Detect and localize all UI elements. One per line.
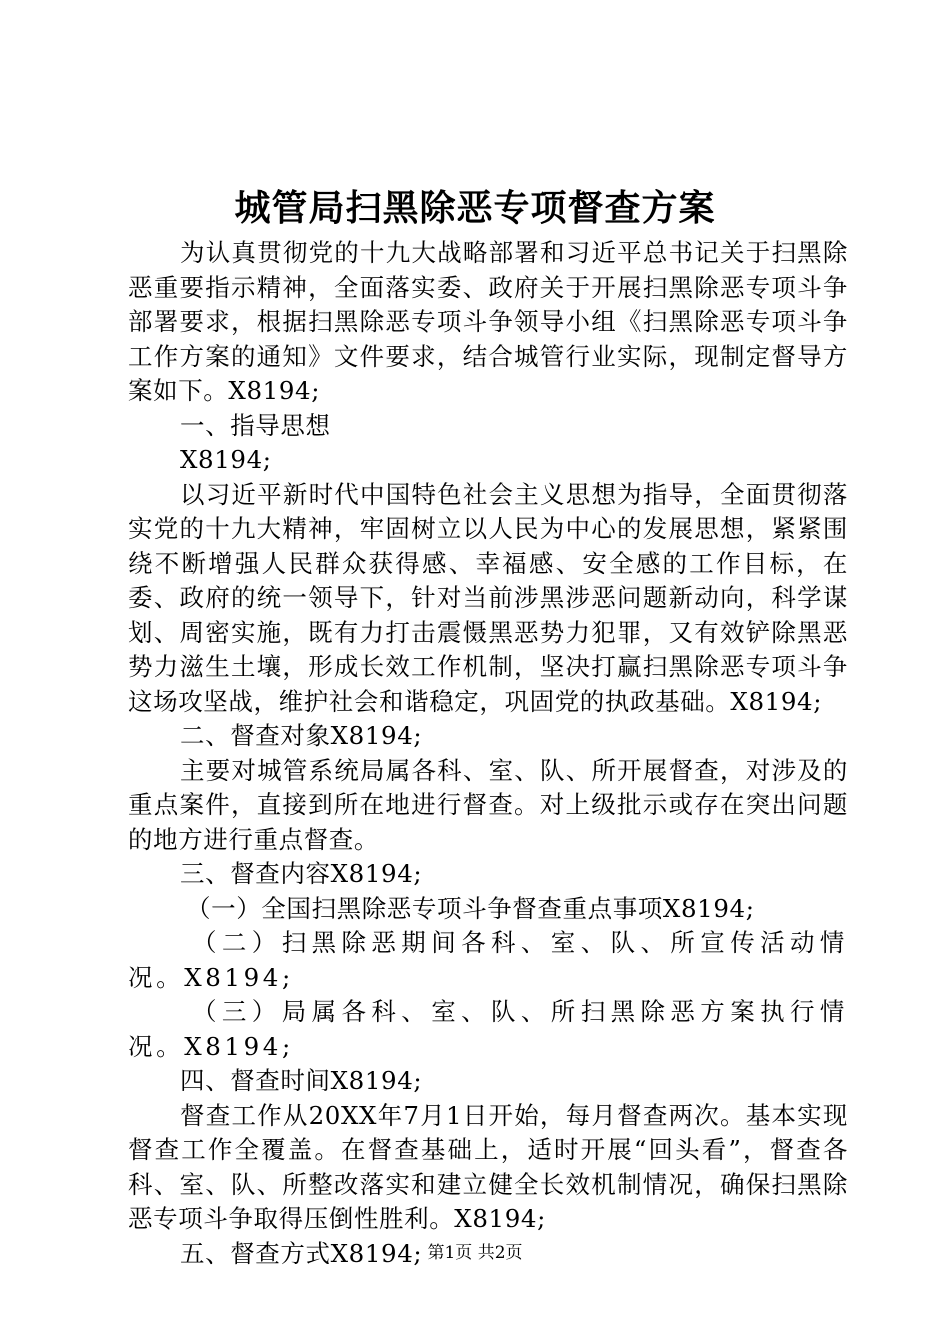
inspection-time-paragraph: 督查工作从20XX年7月1日开始，每月督查两次。基本实现督查工作全覆盖。在督查基础上，适时开展“回头看”，督查各科、室、队、所整改落实和建立健全长效机制情况，确保扫黑除恶专项斗争取得压倒性胜利。X8194; (128, 1100, 848, 1233)
document-body (128, 236, 848, 1271)
inspection-content-item-3: （三）局属各科、室、队、所扫黑除恶方案执行情况。X8194; (128, 997, 848, 1061)
inspection-targets-paragraph: 主要对城管系统局属各科、室、队、所开展督查，对涉及的重点案件，直接到所在地进行督查。对上级批示或存在突出问题的地方进行重点督查。 (128, 755, 848, 854)
inspection-content-item-2: （二）扫黑除恶期间各科、室、队、所宣传活动情况。X8194; (128, 928, 848, 992)
document-title: 城管局扫黑除恶专项督查方案 (234, 187, 716, 229)
page-footer: 第1页 共2页 (427, 1243, 523, 1263)
intro-paragraph: 为认真贯彻党的十九大战略部署和习近平总书记关于扫黑除恶重要指示精神，全面落实委、政府关于开展扫黑除恶专项斗争部署要求，根据扫黑除恶专项斗争领导小组《扫黑除恶专项斗争工作方案的通知》文件要求，结合城管行业实际，现制定督导方案如下。X8194; (128, 238, 848, 405)
section-heading-inspection-method: 五、督查方式X8194; (180, 1238, 423, 1268)
section-heading-inspection-targets: 二、督查对象X8194; (180, 721, 423, 750)
inspection-content-item-1: （一）全国扫黑除恶专项斗争督查重点事项X8194; (186, 893, 755, 923)
section-heading-guiding-ideology: 一、指导思想 (180, 410, 331, 440)
section-heading-inspection-content: 三、督查内容X8194; (180, 859, 423, 888)
section-heading-inspection-time: 四、督查时间X8194; (180, 1066, 423, 1095)
placeholder-text: X8194; (180, 445, 272, 474)
guiding-ideology-paragraph: 以习近平新时代中国特色社会主义思想为指导，全面贯彻落实党的十九大精神，牢固树立以人民为中心的发展思想，紧紧围绕不断增强人民群众获得感、幸福感、安全感的工作目标，在委、政府的统一领导下，针对当前涉黑涉恶问题新动向，科学谋划、周密实施，既有力打击震慑黑恶势力犯罪，又有效铲除黑恶势力滋生土壤，形成长效工作机制，坚决打赢扫黑除恶专项斗争这场攻坚战，维护社会和谐稳定，巩固党的执政基础。X8194; (128, 479, 848, 716)
